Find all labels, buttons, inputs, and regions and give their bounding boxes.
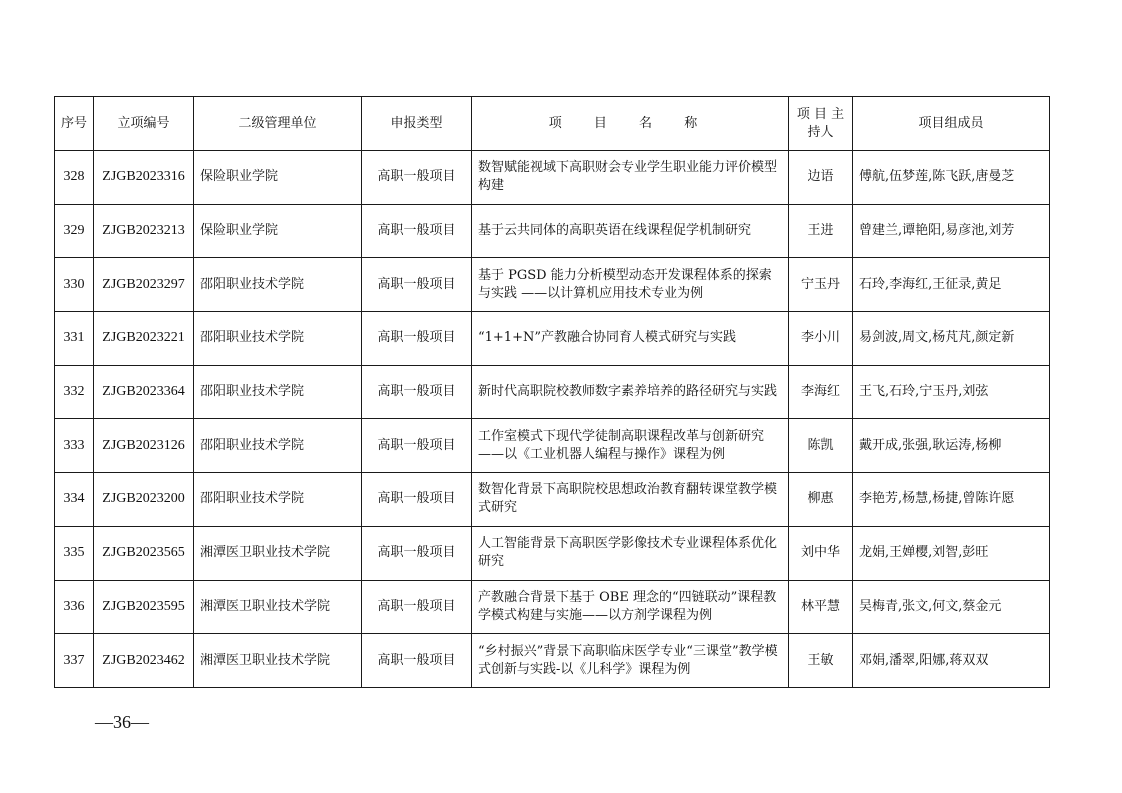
- header-type: 申报类型: [362, 97, 472, 151]
- table-row: [55, 473, 1050, 527]
- cell-seq: 337: [55, 634, 94, 688]
- cell-type: 高职一般项目: [362, 634, 472, 688]
- cell-name: 数智赋能视域下高职财会专业学生职业能力评价模型构建: [472, 151, 789, 205]
- cell-unit: 保险职业学院: [194, 204, 362, 258]
- header-name-text: 项 目 名 称: [548, 115, 712, 131]
- table-row: [55, 312, 1050, 366]
- cell-unit: 保险职业学院: [194, 151, 362, 205]
- table-row: [55, 258, 1050, 312]
- cell-name: “乡村振兴”背景下高职临床医学专业“三课堂”教学模式创新与实践-以《儿科学》课程为例: [472, 634, 789, 688]
- cell-name: 产教融合背景下基于 OBE 理念的“四链联动”课程教学模式构建与实施——以方剂学课程为例: [472, 580, 789, 634]
- cell-members: 龙娟,王婵樱,刘智,彭旺: [853, 526, 1050, 580]
- cell-host: 陈凯: [789, 419, 853, 473]
- cell-code: ZJGB2023297: [94, 258, 194, 312]
- cell-type: 高职一般项目: [362, 419, 472, 473]
- cell-code: ZJGB2023364: [94, 365, 194, 419]
- cell-host: 柳惠: [789, 473, 853, 527]
- cell-seq: 328: [55, 151, 94, 205]
- cell-host: 刘中华: [789, 526, 853, 580]
- cell-seq: 336: [55, 580, 94, 634]
- cell-seq: 331: [55, 312, 94, 366]
- cell-members: 石玲,李海红,王征录,黄足: [853, 258, 1050, 312]
- cell-members: 易剑波,周文,杨芃芃,颜定新: [853, 312, 1050, 366]
- cell-unit: 湘潭医卫职业技术学院: [194, 580, 362, 634]
- cell-type: 高职一般项目: [362, 526, 472, 580]
- cell-seq: 334: [55, 473, 94, 527]
- cell-unit: 邵阳职业技术学院: [194, 419, 362, 473]
- cell-host: 王进: [789, 204, 853, 258]
- cell-unit: 邵阳职业技术学院: [194, 312, 362, 366]
- cell-code: ZJGB2023565: [94, 526, 194, 580]
- project-table: [54, 96, 1050, 688]
- cell-host: 王敏: [789, 634, 853, 688]
- table-row: [55, 419, 1050, 473]
- cell-seq: 329: [55, 204, 94, 258]
- cell-name: 基于云共同体的高职英语在线课程促学机制研究: [472, 204, 789, 258]
- cell-code: ZJGB2023595: [94, 580, 194, 634]
- cell-members: 李艳芳,杨慧,杨捷,曾陈许愿: [853, 473, 1050, 527]
- cell-type: 高职一般项目: [362, 204, 472, 258]
- cell-members: 吴梅青,张文,何文,蔡金元: [853, 580, 1050, 634]
- table-row: [55, 204, 1050, 258]
- cell-name: “1+1+N”产教融合协同育人模式研究与实践: [472, 312, 789, 366]
- cell-members: 王飞,石玲,宁玉丹,刘弦: [853, 365, 1050, 419]
- page-number: —36—: [95, 712, 149, 732]
- table-row: [55, 526, 1050, 580]
- cell-type: 高职一般项目: [362, 312, 472, 366]
- cell-members: 曾建兰,谭艳阳,易彦池,刘芳: [853, 204, 1050, 258]
- table-row: [55, 365, 1050, 419]
- cell-code: ZJGB2023462: [94, 634, 194, 688]
- cell-code: ZJGB2023316: [94, 151, 194, 205]
- cell-name: 工作室模式下现代学徒制高职课程改革与创新研究 ——以《工业机器人编程与操作》课程为例: [472, 419, 789, 473]
- cell-name: 新时代高职院校教师数字素养培养的路径研究与实践: [472, 365, 789, 419]
- cell-members: 傅航,伍梦莲,陈飞跃,唐曼芝: [853, 151, 1050, 205]
- cell-unit: 湘潭医卫职业技术学院: [194, 526, 362, 580]
- table-row: [55, 634, 1050, 688]
- cell-code: ZJGB2023221: [94, 312, 194, 366]
- cell-host: 边语: [789, 151, 853, 205]
- header-members: 项目组成员: [853, 97, 1050, 151]
- cell-unit: 邵阳职业技术学院: [194, 365, 362, 419]
- header-seq: 序号: [55, 97, 94, 151]
- cell-name: 数智化背景下高职院校思想政治教育翻转课堂教学模式研究: [472, 473, 789, 527]
- cell-code: ZJGB2023200: [94, 473, 194, 527]
- cell-unit: 邵阳职业技术学院: [194, 258, 362, 312]
- cell-host: 李小川: [789, 312, 853, 366]
- header-code: 立项编号: [94, 97, 194, 151]
- cell-host: 林平慧: [789, 580, 853, 634]
- header-host: 项 目 主持人: [789, 97, 853, 151]
- cell-type: 高职一般项目: [362, 151, 472, 205]
- cell-members: 戴开成,张强,耿运涛,杨柳: [853, 419, 1050, 473]
- cell-seq: 335: [55, 526, 94, 580]
- cell-code: ZJGB2023213: [94, 204, 194, 258]
- header-unit: 二级管理单位: [194, 97, 362, 151]
- table-row: [55, 580, 1050, 634]
- cell-type: 高职一般项目: [362, 580, 472, 634]
- table-header-row: [55, 97, 1050, 151]
- cell-unit: 邵阳职业技术学院: [194, 473, 362, 527]
- cell-type: 高职一般项目: [362, 473, 472, 527]
- cell-type: 高职一般项目: [362, 258, 472, 312]
- cell-members: 邓娟,潘翠,阳娜,蒋双双: [853, 634, 1050, 688]
- cell-seq: 333: [55, 419, 94, 473]
- cell-name: 人工智能背景下高职医学影像技术专业课程体系优化研究: [472, 526, 789, 580]
- cell-unit: 湘潭医卫职业技术学院: [194, 634, 362, 688]
- cell-seq: 330: [55, 258, 94, 312]
- header-name: [472, 97, 789, 151]
- cell-code: ZJGB2023126: [94, 419, 194, 473]
- table-row: [55, 151, 1050, 205]
- cell-type: 高职一般项目: [362, 365, 472, 419]
- cell-host: 李海红: [789, 365, 853, 419]
- cell-name: 基于 PGSD 能力分析模型动态开发课程体系的探索与实践 ——以计算机应用技术专业为例: [472, 258, 789, 312]
- cell-host: 宁玉丹: [789, 258, 853, 312]
- cell-seq: 332: [55, 365, 94, 419]
